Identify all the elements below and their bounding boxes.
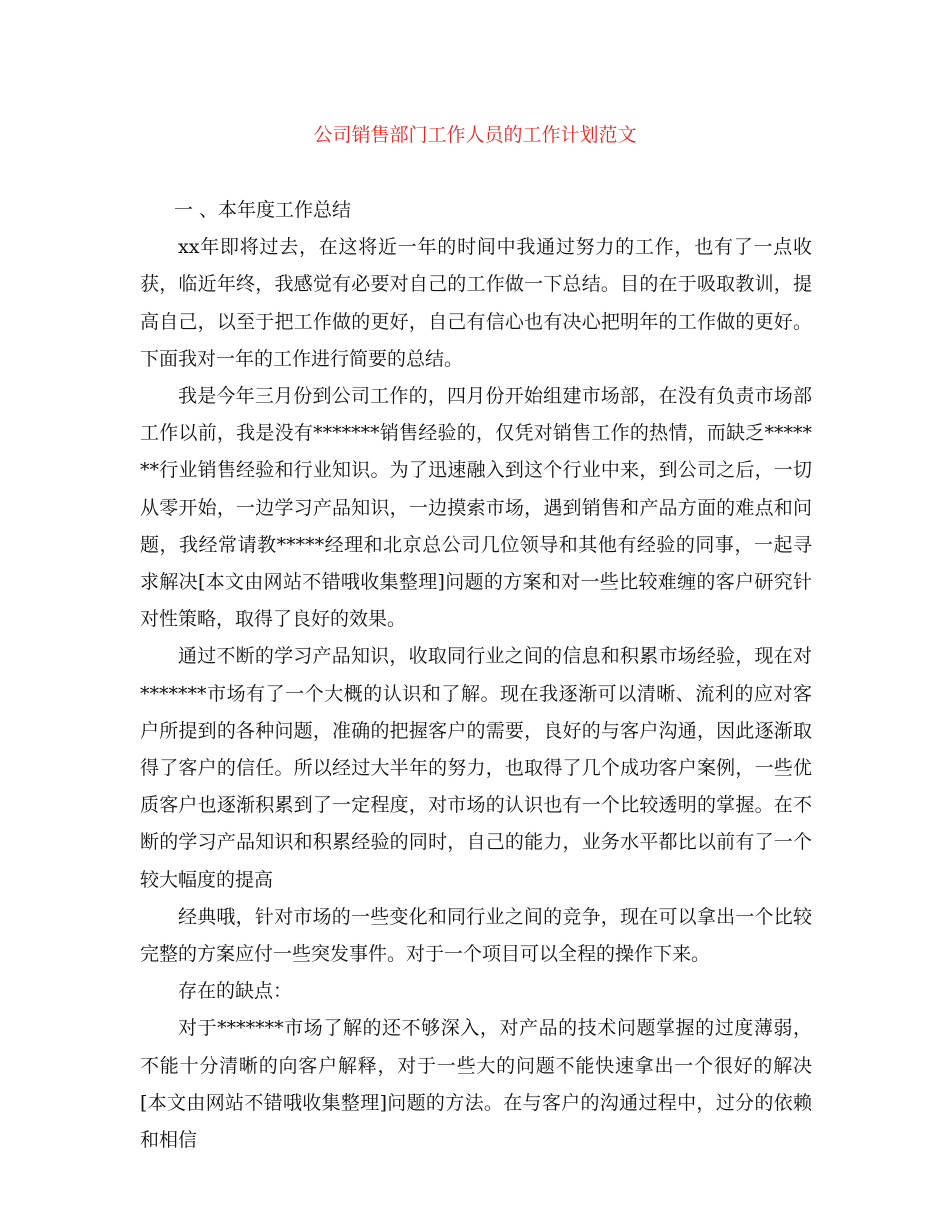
paragraph-start: 我是今年三月份到公司工作的，四月份开始组建市场部，在没有负责市场部工作以前，我是没有*******销售经验的，仅凭对销售工作的热情，而缺乏*******行业销售经验和行业知识。为了迅速融入到这个行业中来，到公司之后，一切从零开始，一边学习产品知识，一边摸索市场，遇到销售和产品方面的难点和问题，我经常请教*****经理和北京总公司几位领导和其他有经验的同事，一起寻求解决[本文由网站不错哦收集整理]问题的方案和对一些比较难缠的客户研究针对性策略，取得了良好的效果。 — [140, 385, 812, 631]
document-body — [140, 192, 812, 1159]
paragraph-shortcomings-heading: 存在的缺点： — [178, 980, 293, 1003]
paragraph-progress: 通过不断的学习产品知识，收取同行业之间的信息和积累市场经验，现在对*******市场有了一个大概的认识和了解。现在我逐渐可以清晰、流利的应对客户所提到的各种问题，准确的把握客户的需要，良好的与客户沟通，因此逐渐取得了客户的信任。所以经过大半年的努力，也取得了几个成功客户案例，一些优质客户也逐渐积累到了一定程度，对市场的认识也有一个比较透明的掌握。在不断的学习产品知识和积累经验的同时，自己的能力，业务水平都比以前有了一个较大幅度的提高 — [140, 645, 812, 891]
section-heading: 一 、本年度工作总结 — [174, 199, 352, 221]
paragraph-ability: 经典哦，针对市场的一些变化和同行业之间的竞争，现在可以拿出一个比较完整的方案应付一些突发事件。对于一个项目可以全程的操作下来。 — [140, 905, 812, 966]
paragraph-shortcomings: 对于*******市场了解的还不够深入，对产品的技术问题掌握的过度薄弱，不能十分清晰的向客户解释，对于一些大的问题不能快速拿出一个很好的解决[本文由网站不错哦收集整理]问题的方法。在与客户的沟通过程中，过分的依赖和相信 — [140, 1017, 812, 1152]
document-title: 公司销售部门工作人员的工作计划范文 — [313, 124, 637, 146]
paragraph-intro: xx年即将过去，在这将近一年的时间中我通过努力的工作，也有了一点收获，临近年终，我感觉有必要对自己的工作做一下总结。目的在于吸取教训，提高自己，以至于把工作做的更好，自己有信心也有决心把明年的工作做的更好。下面我对一年的工作进行简要的总结。 — [140, 236, 812, 370]
